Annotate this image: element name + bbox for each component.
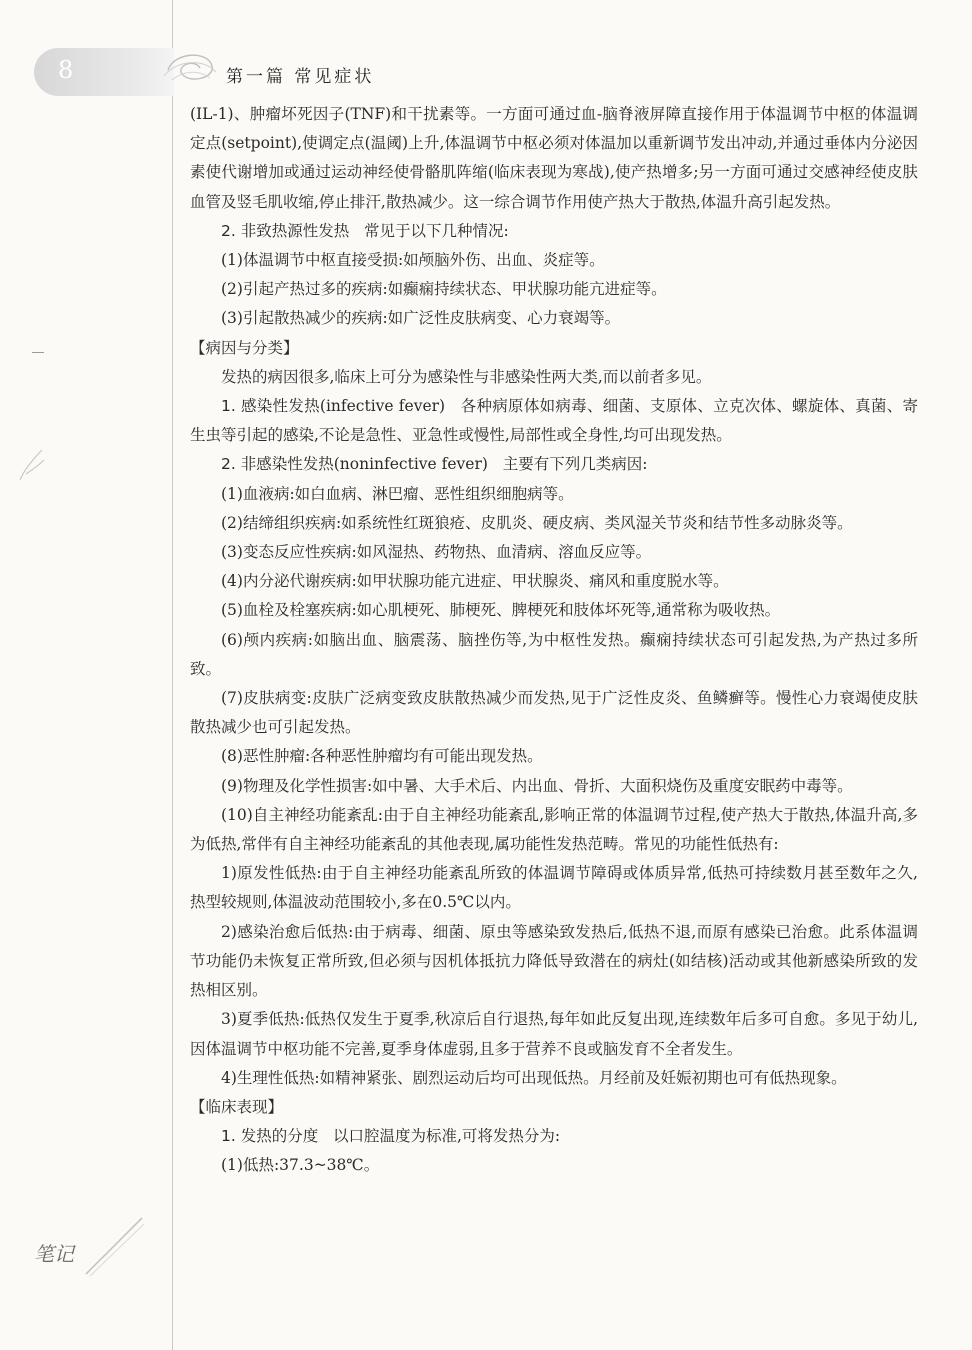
section-heading: 【临床表现】: [190, 1097, 284, 1116]
scribble-icon: [12, 440, 52, 490]
list-item: (7)皮肤病变:皮肤广泛病变致皮肤散热减少而发热,见于广泛性皮炎、鱼鳞癣等。慢性心力衰竭使皮肤散热减少也可引起发热。: [190, 689, 918, 737]
list-item: 1)原发性低热:由于自主神经功能紊乱所致的体温调节障碍或体质异常,低热可持续数月甚至数年之久,热型较规则,体温波动范围较小,多在0.5℃以内。: [190, 864, 918, 912]
list-item: 3)夏季低热:低热仅发生于夏季,秋凉后自行退热,每年如此反复出现,连续数年后多可自愈。多见于幼儿,因体温调节中枢功能不完善,夏季身体虚弱,且多于营养不良或脑发育不全者发生。: [190, 1010, 918, 1058]
list-item: 2)感染治愈后低热:由于病毒、细菌、原虫等感染致发热后,低热不退,而原有感染已治愈。此系体温调节功能仍未恢复正常所致,但必须与因机体抵抗力降低导致潜在的病灶(如结核)活动或其他新感染所致的发热相区别。: [190, 922, 918, 1000]
heading: 1. 感染性发热: [221, 397, 320, 416]
paragraph: 1. 发热的分度 以口腔温度为标准,可将发热分为:: [221, 1127, 561, 1146]
paragraph: 2. 非感染性发热(noninfective fever) 主要有下列几类病因:: [221, 455, 648, 474]
page-body: [190, 100, 918, 1181]
paragraph: 2. 非致热源性发热 常见于以下几种情况:: [221, 221, 509, 240]
heading: 1. 发热的分度: [221, 1127, 319, 1146]
section-heading: 【病因与分类】: [190, 338, 299, 357]
paragraph: 1. 感染性发热(infective fever) 各种病原体如病毒、细菌、支原体、立克次体、螺旋体、真菌、寄生虫等引起的感染,不论是急性、亚急性或慢性,局部性或全身性,均可出现发热。: [190, 397, 919, 445]
notes-label: 笔记: [34, 1242, 74, 1266]
list-item: 4)生理性低热:如精神紧张、剧烈运动后均可出现低热。月经前及妊娠初期也可有低热现象。: [221, 1068, 847, 1087]
list-item: (1)低热:37.3~38℃。: [221, 1156, 380, 1175]
margin-line: [172, 0, 173, 1350]
swirl-icon: [160, 44, 220, 92]
list-item: (1)血液病:如白血病、淋巴瘤、恶性组织细胞病等。: [221, 484, 574, 503]
page-tab: [34, 48, 174, 96]
list-item: (5)血栓及栓塞疾病:如心肌梗死、肺梗死、脾梗死和肢体坏死等,通常称为吸收热。: [221, 601, 781, 620]
list-item: (3)引起散热减少的疾病:如广泛性皮肤病变、心力衰竭等。: [221, 309, 621, 328]
list-item: (3)变态反应性疾病:如风湿热、药物热、血清病、溶血反应等。: [221, 543, 652, 562]
heading: 2. 非感染性发热: [221, 455, 334, 474]
list-item: (1)体温调节中枢直接受损:如颅脑外伤、出血、炎症等。: [221, 251, 605, 270]
list-item: (4)内分泌代谢疾病:如甲状腺功能亢进症、甲状腺炎、痛风和重度脱水等。: [221, 572, 729, 591]
list-item: (2)引起产热过多的疾病:如癫痫持续状态、甲状腺功能亢进症等。: [221, 280, 667, 299]
list-item: (8)恶性肿瘤:各种恶性肿瘤均有可能出现发热。: [221, 747, 543, 766]
paragraph: (IL-1)、肿瘤坏死因子(TNF)和干扰素等。一方面可通过血-脑脊液屏障直接作用于体温调节中枢的体温调定点(setpoint),使调定点(温阈)上升,体温调节中枢必须对体温加以重新调节发出冲动,并通过垂体内分泌因素使代谢增加或通过运动神经使骨骼肌阵缩(临床表现为寒战),使产热增多;另一方面可通过交感神经使皮肤血管及竖毛肌收缩,停止排汗,散热减少。这一综合调节作用使产热大于散热,体温升高引起发热。: [190, 105, 918, 211]
chapter-title: 第一篇 常见症状: [226, 67, 375, 87]
list-item: (9)物理及化学性损害:如中暑、大手术后、内出血、骨折、大面积烧伤及重度安眠药中毒等。: [221, 776, 853, 795]
heading: 2. 非致热源性发热: [221, 221, 350, 240]
margin-mark: [32, 352, 44, 353]
list-item: (10)自主神经功能紊乱:由于自主神经功能紊乱,影响正常的体温调节过程,使产热大于散热,体温升高,多为低热,常伴有自主神经功能紊乱的其他表现,属功能性发热范畴。常见的功能性低热有:: [190, 805, 918, 854]
paragraph: 发热的病因很多,临床上可分为感染性与非感染性两大类,而以前者多见。: [221, 367, 712, 386]
page-number: 8: [58, 56, 75, 84]
list-item: (6)颅内疾病:如脑出血、脑震荡、脑挫伤等,为中枢性发热。癫痫持续状态可引起发热,为产热过多所致。: [190, 630, 918, 678]
list-item: (2)结缔组织疾病:如系统性红斑狼疮、皮肌炎、硬皮病、类风湿关节炎和结节性多动脉炎等。: [221, 513, 853, 532]
pen-stroke-icon: [80, 1210, 150, 1280]
